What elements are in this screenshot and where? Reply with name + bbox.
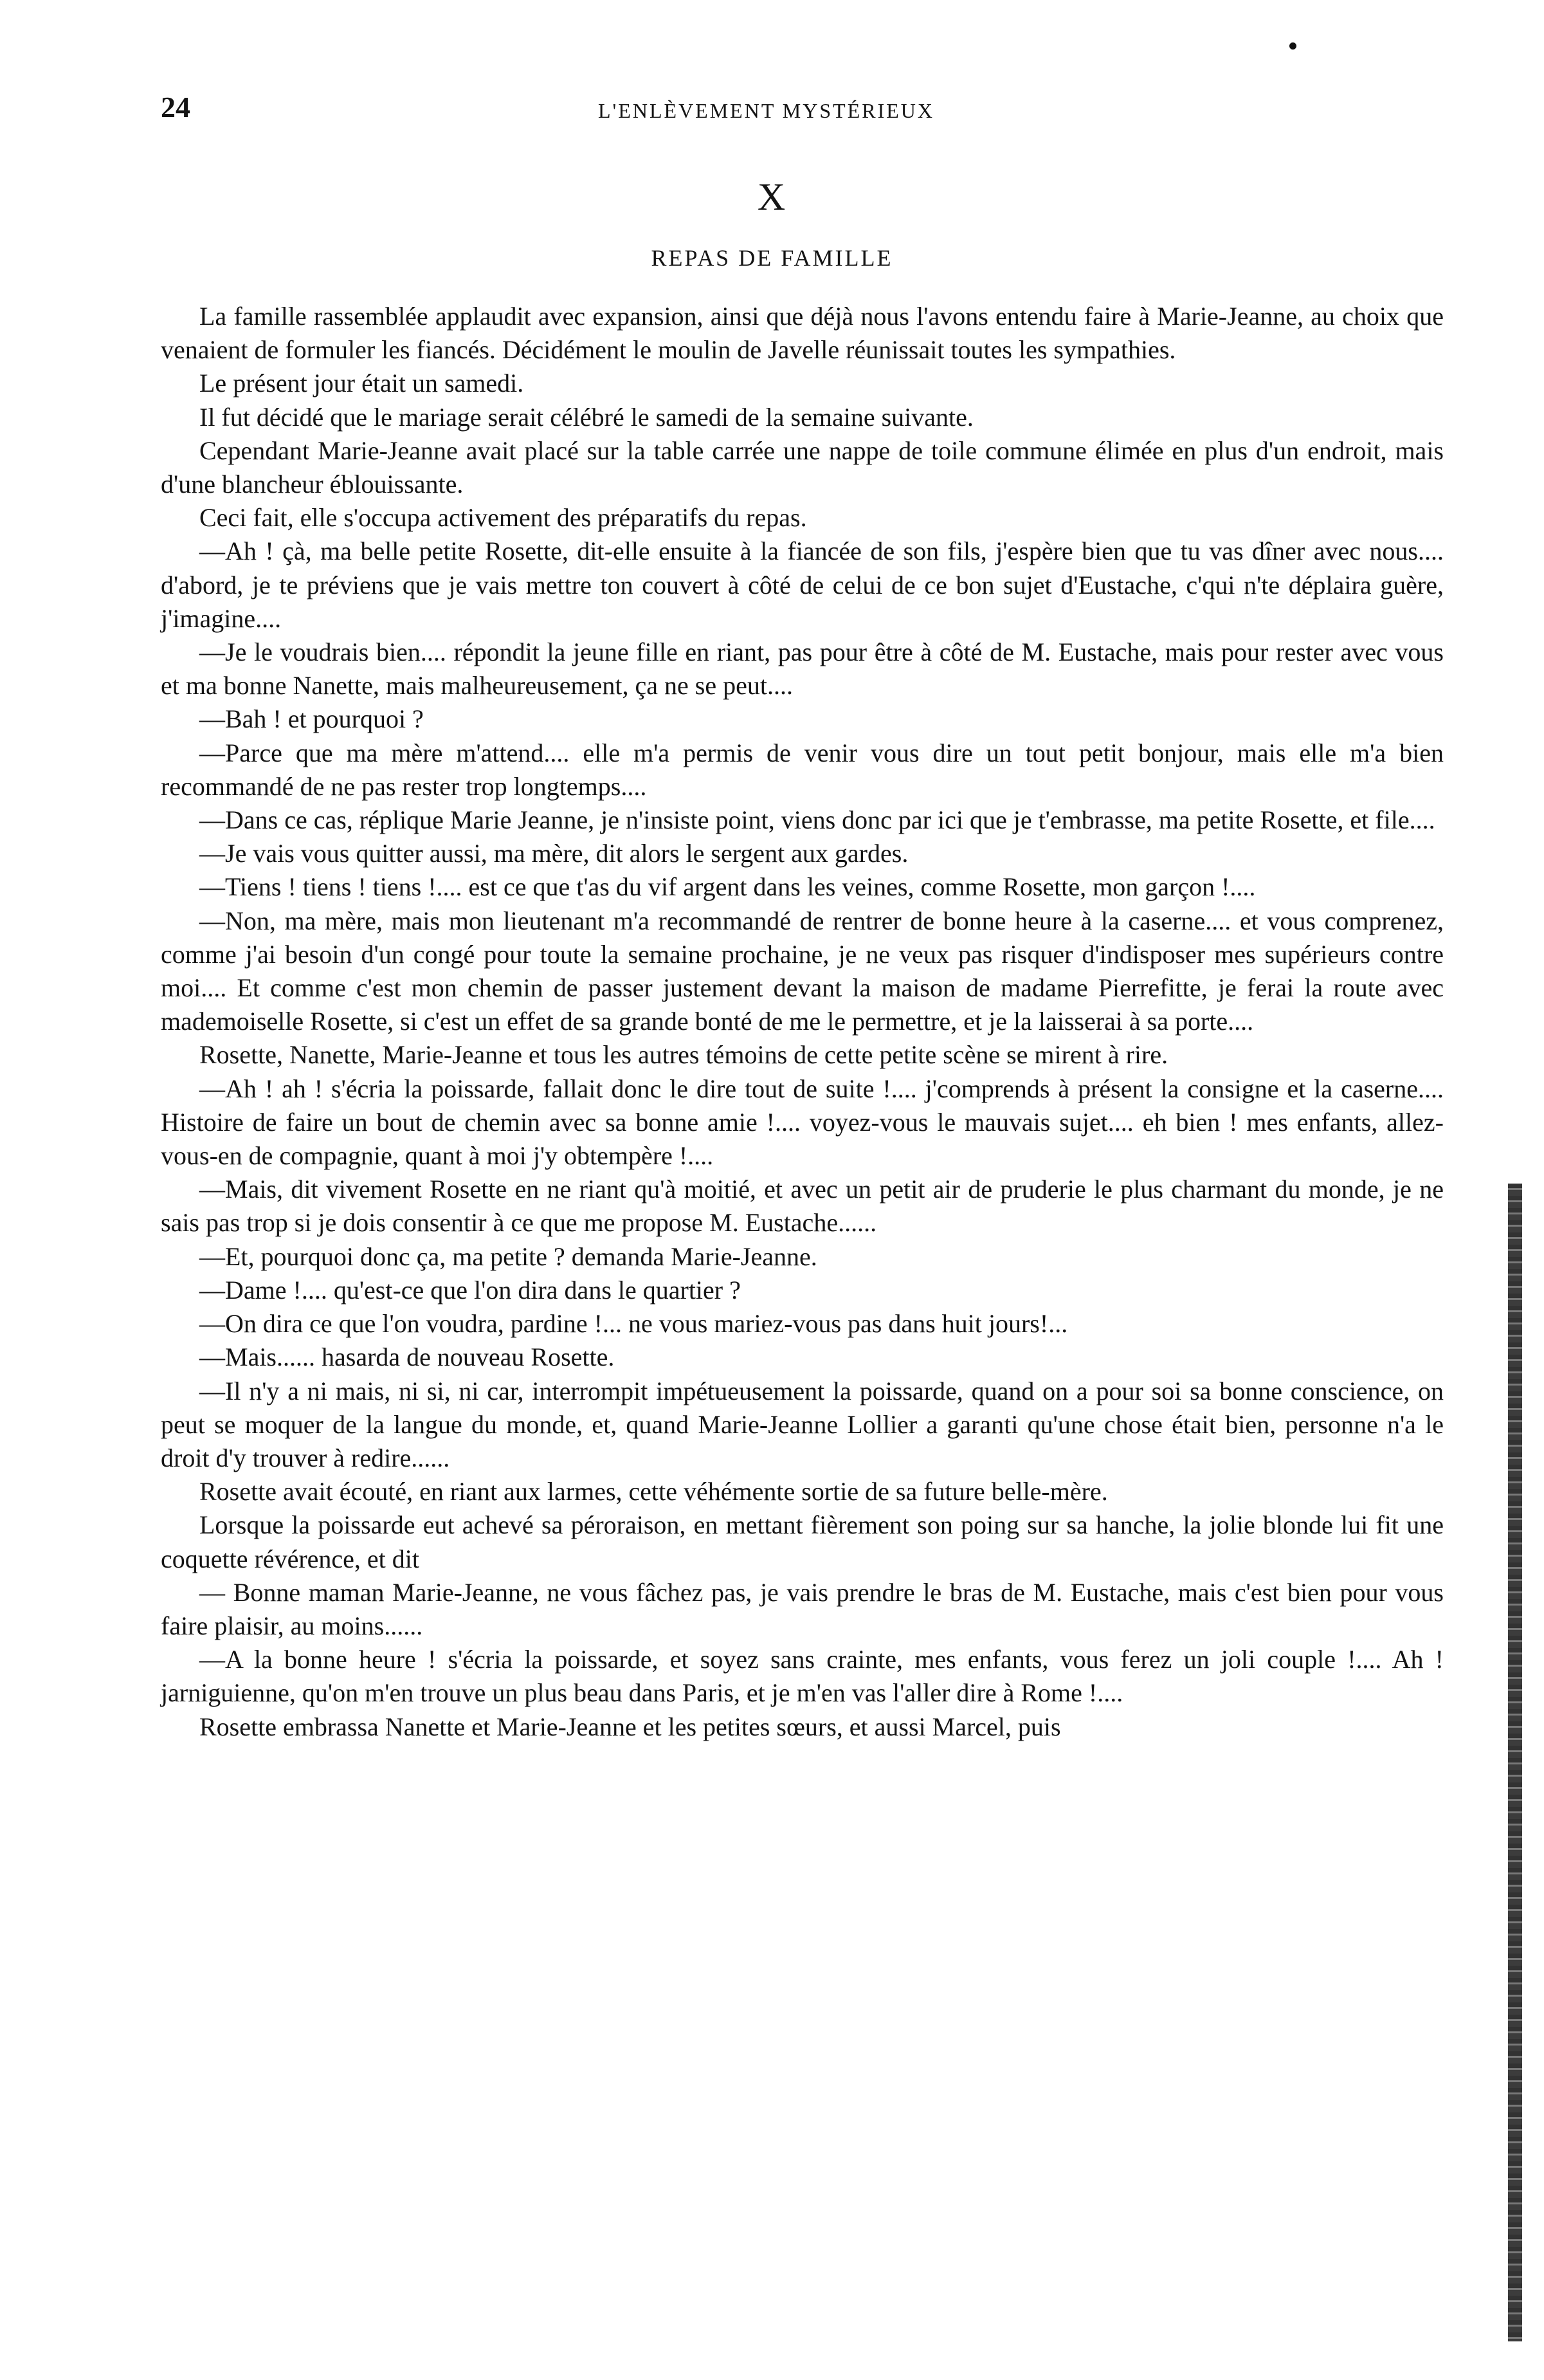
paragraph: Le présent jour était un samedi.	[199, 369, 524, 398]
paragraph: —On dira ce que l'on voudra, pardine !... ne vous mariez-vous pas dans huit jours!...	[199, 1309, 1068, 1339]
chapter-title: REPAS DE FAMILLE	[651, 245, 893, 271]
paragraph: La famille rassemblée applaudit avec expansion, ainsi que déjà nous l'avons entendu faire à Marie-Jeanne, au choix que venaient de formuler les fiancés. Décidément le moulin de Javelle réunissait toutes les sympathies.	[161, 302, 1444, 365]
paragraph: Cependant Marie-Jeanne avait placé sur la table carrée une nappe de toile commune élimée en plus d'un endroit, mais d'une blancheur éblouissante.	[161, 435, 1444, 499]
page-number: 24	[161, 91, 190, 124]
running-title: L'ENLÈVEMENT MYSTÉRIEUX	[598, 99, 935, 122]
paragraph: —Ah ! ah ! s'écria la poissarde, fallait donc le dire tout de suite !.... j'comprends à présent la consigne et la caserne.... Histoire de faire un bout de chemin avec sa bonne amie !.... voyez-vous le mauvais sujet.... eh bien ! mes enfants, allez-vous-en de compagnie, quant à moi j'y obtempère !....	[161, 1074, 1444, 1171]
body-text	[161, 300, 1444, 1744]
paragraph: —Il n'y a ni mais, ni si, ni car, interrompit impétueusement la poissarde, quand on a pour soi sa bonne conscience, on peut se moquer de la langue du monde, et, quand Marie-Jeanne Lollier a garanti qu'une chose était bien, personne n'a le droit d'y trouver à redire......	[161, 1376, 1444, 1472]
scan-edge-artifact	[1508, 1184, 1522, 2341]
paragraph: Rosette, Nanette, Marie-Jeanne et tous les autres témoins de cette petite scène se mirent à rire.	[199, 1040, 1168, 1070]
paragraph: —Non, ma mère, mais mon lieutenant m'a recommandé de rentrer de bonne heure à la caserne.... et vous comprenez, comme j'ai besoin d'un congé pour toute la semaine prochaine, je ne veux pas risquer d'indisposer mes supérieurs contre moi.... Et comme c'est mon chemin de passer justement devant la maison de madame Pierrefitte, je ferai la route avec mademoiselle Rosette, si c'est un effet de sa grande bonté de me le permettre, et je la laisserai à sa porte....	[161, 906, 1444, 1036]
running-head	[161, 90, 1447, 135]
paragraph: Il fut décidé que le mariage serait célébré le samedi de la semaine suivante.	[199, 402, 974, 432]
paragraph: Ceci fait, elle s'occupa activement des préparatifs du repas.	[199, 503, 807, 533]
paragraph: —Tiens ! tiens ! tiens !.... est ce que t'as du vif argent dans les veines, comme Rosette, mon garçon !....	[199, 872, 1256, 902]
paragraph: —Parce que ma mère m'attend.... elle m'a permis de venir vous dire un tout petit bonjour, mais elle m'a bien recommandé de ne pas rester trop longtemps....	[161, 738, 1444, 801]
paragraph: Lorsque la poissarde eut achevé sa péroraison, en mettant fièrement son poing sur sa hanche, la jolie blonde lui fit une coquette révérence, et dit	[161, 1510, 1444, 1573]
paragraph: Rosette avait écouté, en riant aux larmes, cette véhémente sortie de sa future belle-mère.	[199, 1477, 1108, 1506]
paragraph: —Et, pourquoi donc ça, ma petite ? demanda Marie-Jeanne.	[199, 1241, 817, 1271]
paragraph: Rosette embrassa Nanette et Marie-Jeanne et les petites sœurs, et aussi Marcel, puis	[199, 1712, 1061, 1741]
paragraph: —Mais, dit vivement Rosette en ne riant qu'à moitié, et avec un petit air de pruderie le plus charmant du monde, je ne sais pas trop si je dois consentir à ce que me propose M. Eustache......	[161, 1175, 1444, 1238]
paragraph: — Bonne maman Marie-Jeanne, ne vous fâchez pas, je vais prendre le bras de M. Eustache, mais c'est bien pour vous faire plaisir, au moins......	[161, 1577, 1444, 1640]
paragraph: —Ah ! çà, ma belle petite Rosette, dit-elle ensuite à la fiancée de son fils, j'espère bien que tu vas dîner avec nous.... d'abord, je te préviens que je vais mettre ton couvert à côté de celui de ce bon sujet d'Eustache, c'qui n'te déplaira guère, j'imagine....	[161, 536, 1444, 633]
paragraph: —Dans ce cas, réplique Marie Jeanne, je n'insiste point, viens donc par ici que je t'embrasse, ma petite Rosette, et file....	[199, 805, 1435, 835]
paragraph: —A la bonne heure ! s'écria la poissarde, et soyez sans crainte, mes enfants, vous ferez un joli couple !.... Ah ! jarniguienne, qu'on m'en trouve un plus beau dans Paris, et je m'en vas l'aller dire à Rome !....	[161, 1645, 1444, 1708]
paragraph: —Je vais vous quitter aussi, ma mère, dit alors le sergent aux gardes.	[199, 839, 909, 868]
chapter-number: X	[757, 176, 787, 218]
paragraph: —Je le voudrais bien.... répondit la jeune fille en riant, pas pour être à côté de M. Eustache, mais pour rester avec vous et ma bonne Nanette, mais malheureusement, ça ne se peut....	[161, 637, 1444, 700]
paragraph: —Dame !.... qu'est-ce que l'on dira dans le quartier ?	[199, 1275, 741, 1304]
ink-speck	[1289, 42, 1296, 50]
paragraph: —Mais...... hasarda de nouveau Rosette.	[199, 1342, 615, 1372]
paragraph: —Bah ! et pourquoi ?	[199, 704, 424, 734]
